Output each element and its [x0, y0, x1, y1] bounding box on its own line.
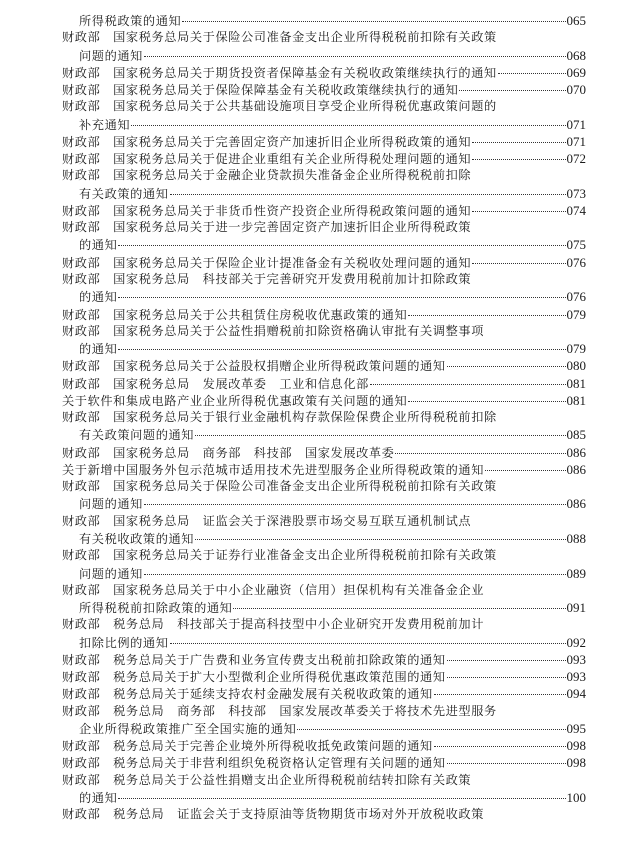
dot-leader	[118, 349, 565, 350]
dot-leader	[472, 263, 565, 264]
toc-entry-line	[62, 98, 586, 115]
toc-entry-line	[62, 306, 586, 323]
dot-leader	[195, 435, 565, 436]
dot-leader	[447, 763, 566, 764]
toc-entry-title: 财政部 国家税务总局关于完善固定资产加速折旧企业所得税政策的通知	[62, 134, 472, 149]
toc-entry-title: 财政部 税务总局关于公益性捐赠支出企业所得税税前结转扣除有关政策	[62, 772, 472, 787]
toc-entry-line	[62, 547, 586, 564]
toc-entry-title: 财政部 国家税务总局关于公益股权捐赠企业所得税政策问题的通知	[62, 359, 446, 374]
toc-entry-title: 财政部 国家税务总局 发展改革委 工业和信息化部	[62, 376, 369, 391]
toc-entry-line	[62, 668, 586, 685]
toc-entry-line	[62, 185, 586, 202]
toc-entry-line	[62, 720, 586, 737]
toc-entry-title: 财政部 国家税务总局 证监会关于深港股票市场交易互联互通机制试点	[62, 513, 472, 528]
toc-entry-line	[62, 357, 586, 374]
toc-page-number: 068	[566, 47, 586, 63]
toc-entry-line	[62, 12, 586, 29]
toc-page-number: 081	[566, 392, 586, 408]
toc-entry-line	[62, 64, 586, 81]
toc-entry-title: 有关税收政策的通知	[79, 531, 195, 546]
toc-entry-title: 有关政策问题的通知	[79, 428, 195, 443]
toc-entry-title: 关于新增中国服务外包示范城市适用技术先进型服务企业所得税政策的通知	[62, 462, 484, 477]
dot-leader	[144, 574, 566, 575]
toc-page-number: 086	[566, 461, 586, 477]
toc-entry-title: 财政部 税务总局 科技部关于提高科技型中小企业研究开发费用税前加计	[62, 617, 484, 632]
toc-entry-line	[62, 634, 586, 651]
toc-entry-line	[62, 81, 586, 98]
toc-entry-line	[62, 703, 586, 720]
toc-page-number: 092	[566, 634, 586, 650]
toc-page-number: 071	[566, 116, 586, 132]
toc-entry-line	[62, 737, 586, 754]
toc-entry-line	[62, 340, 586, 357]
toc-entry-title: 财政部 国家税务总局关于证券行业准备金支出企业所得税税前扣除有关政策	[62, 548, 497, 563]
toc-entry-title: 财政部 国家税务总局关于非货币性资产投资企业所得税政策问题的通知	[62, 203, 472, 218]
toc-entry-title: 财政部 税务总局关于延续支持农村金融发展有关税收政策的通知	[62, 687, 433, 702]
toc-entry-title: 补充通知	[79, 117, 131, 132]
toc-entry-line	[62, 495, 586, 512]
toc-entry-line	[62, 426, 586, 443]
toc-page-number: 086	[566, 496, 586, 512]
toc-entry-title: 财政部 国家税务总局 科技部关于完善研究开发费用税前加计扣除政策	[62, 271, 472, 286]
toc-entry-line	[62, 806, 586, 823]
dot-leader	[395, 453, 565, 454]
toc-entry-line	[62, 167, 586, 184]
dot-leader	[131, 125, 565, 126]
toc-page-number: 079	[566, 306, 586, 322]
dot-leader	[472, 142, 565, 143]
toc-page-number: 098	[566, 738, 586, 754]
toc-entry-line	[62, 651, 586, 668]
toc-entry-title: 有关政策的通知	[79, 186, 169, 201]
dot-leader	[434, 694, 566, 695]
toc-entry-title: 企业所得税政策推广至全国实施的通知	[79, 721, 297, 736]
toc-entry-title: 财政部 国家税务总局 商务部 科技部 国家发展改革委	[62, 445, 395, 460]
toc-page-number: 100	[566, 789, 586, 805]
toc-entry-title: 财政部 国家税务总局关于期货投资者保障基金有关税收政策继续执行的通知	[62, 65, 497, 80]
toc-page-number: 076	[566, 254, 586, 270]
dot-leader	[408, 315, 565, 316]
toc-entry-line	[62, 616, 586, 633]
dot-leader	[370, 384, 566, 385]
toc-entry-title: 财政部 国家税务总局关于金融企业贷款损失准备金企业所得税税前扣除	[62, 168, 472, 183]
toc-page-number: 080	[566, 358, 586, 374]
toc-entry-title: 的通知	[79, 290, 118, 305]
toc-page-number: 085	[566, 427, 586, 443]
toc-entry-title: 财政部 税务总局 商务部 科技部 国家发展改革委关于将技术先进型服务	[62, 703, 497, 718]
toc-page-number: 081	[566, 375, 586, 391]
toc-page-number: 071	[566, 133, 586, 149]
toc-entry-title: 财政部 国家税务总局关于保险公司准备金支出企业所得税税前扣除有关政策	[62, 30, 497, 45]
toc-entry-line	[62, 685, 586, 702]
dot-leader	[118, 798, 565, 799]
toc-page-number: 093	[566, 669, 586, 685]
dot-leader	[233, 608, 565, 609]
dot-leader	[447, 660, 566, 661]
toc-entry-line	[62, 789, 586, 806]
toc-entry-title: 财政部 税务总局关于完善企业境外所得税收抵免政策问题的通知	[62, 739, 433, 754]
toc-page-number: 095	[566, 720, 586, 736]
toc-entry-title: 财政部 国家税务总局关于保险企业计提准备金有关税收处理问题的通知	[62, 255, 472, 270]
toc-entry-line	[62, 565, 586, 582]
toc-entry-line	[62, 133, 586, 150]
toc-entry-line	[62, 409, 586, 426]
toc-page-number: 069	[566, 64, 586, 80]
toc-page-number: 075	[566, 237, 586, 253]
toc-page-number: 089	[566, 565, 586, 581]
table-of-contents	[62, 12, 586, 823]
toc-entry-title: 的通知	[79, 238, 118, 253]
toc-page-number: 070	[566, 82, 586, 98]
toc-entry-title: 关于软件和集成电路产业企业所得税优惠政策有关问题的通知	[62, 393, 408, 408]
toc-entry-title: 所得税税前扣除政策的通知	[79, 601, 233, 616]
toc-page-number: 088	[566, 530, 586, 546]
toc-entry-title: 财政部 税务总局关于广告费和业务宣传费支出税前扣除政策的通知	[62, 652, 446, 667]
toc-entry-title: 问题的通知	[79, 48, 143, 63]
toc-entry-title: 的通知	[79, 342, 118, 357]
toc-entry-title: 财政部 税务总局关于非营利组织免税资格认定管理有关问题的通知	[62, 756, 446, 771]
toc-entry-line	[62, 271, 586, 288]
toc-entry-title: 财政部 税务总局关于扩大小型微利企业所得税优惠政策范围的通知	[62, 670, 446, 685]
toc-page-number: 086	[566, 444, 586, 460]
toc-entry-line	[62, 599, 586, 616]
toc-entry-line	[62, 582, 586, 599]
toc-entry-line	[62, 392, 586, 409]
toc-entry-line	[62, 236, 586, 253]
dot-leader	[118, 245, 565, 246]
dot-leader	[485, 470, 566, 471]
toc-entry-line	[62, 323, 586, 340]
toc-entry-title: 问题的通知	[79, 566, 143, 581]
dot-leader	[170, 643, 566, 644]
dot-leader	[118, 297, 565, 298]
toc-entry-title: 所得税政策的通知	[79, 14, 182, 28]
toc-entry-title: 问题的通知	[79, 497, 143, 512]
toc-entry-title: 财政部 国家税务总局关于中小企业融资（信用）担保机构有关准备金企业	[62, 582, 484, 597]
toc-entry-title: 财政部 国家税务总局关于保险保障基金有关税收政策继续执行的通知	[62, 83, 459, 98]
toc-page-number: 098	[566, 755, 586, 771]
toc-page-number: 072	[566, 151, 586, 167]
toc-entry-title: 财政部 国家税务总局关于公共租赁住房税收优惠政策的通知	[62, 307, 408, 322]
toc-entry-title: 财政部 国家税务总局关于银行业金融机构存款保险保费企业所得税税前扣除	[62, 410, 497, 425]
toc-entry-line	[62, 116, 586, 133]
toc-page-number: 093	[566, 651, 586, 667]
toc-entry-title: 财政部 税务总局 证监会关于支持原油等货物期货市场对外开放税收政策	[62, 807, 484, 822]
dot-leader	[472, 159, 565, 160]
toc-page-number: 079	[566, 341, 586, 357]
toc-entry-line	[62, 29, 586, 46]
toc-entry-line	[62, 513, 586, 530]
toc-entry-line	[62, 444, 586, 461]
toc-entry-line	[62, 754, 586, 771]
toc-entry-title: 财政部 国家税务总局关于促进企业重组有关企业所得税处理问题的通知	[62, 152, 472, 167]
toc-entry-line	[62, 47, 586, 64]
toc-entry-title: 财政部 国家税务总局关于保险公司准备金支出企业所得税税前扣除有关政策	[62, 479, 497, 494]
dot-leader	[170, 194, 566, 195]
dot-leader	[472, 211, 565, 212]
dot-leader	[434, 746, 566, 747]
toc-entry-title: 财政部 国家税务总局关于公益性捐赠税前扣除资格确认审批有关调整事项	[62, 323, 484, 338]
toc-page-number: 073	[566, 185, 586, 201]
toc-entry-title: 财政部 国家税务总局关于公共基础设施项目享受企业所得税优惠政策问题的	[62, 99, 497, 114]
dot-leader	[408, 401, 565, 402]
toc-entry-line	[62, 219, 586, 236]
dot-leader	[182, 21, 565, 22]
toc-page-number: 091	[566, 600, 586, 616]
toc-entry-title: 财政部 国家税务总局关于进一步完善固定资产加速折旧企业所得税政策	[62, 220, 472, 235]
toc-entry-line	[62, 202, 586, 219]
toc-entry-title: 的通知	[79, 790, 118, 805]
dot-leader	[447, 366, 566, 367]
toc-entry-line	[62, 288, 586, 305]
dot-leader	[195, 539, 565, 540]
toc-entry-line	[62, 478, 586, 495]
dot-leader	[144, 504, 566, 505]
dot-leader	[297, 729, 565, 730]
toc-entry-line	[62, 254, 586, 271]
toc-entry-line	[62, 150, 586, 167]
toc-page-number: 074	[566, 202, 586, 218]
dot-leader	[459, 90, 565, 91]
toc-page-number: 076	[566, 289, 586, 305]
toc-entry-line	[62, 530, 586, 547]
toc-entry-line	[62, 375, 586, 392]
toc-entry-line	[62, 772, 586, 789]
toc-page-number: 094	[566, 686, 586, 702]
dot-leader	[447, 677, 566, 678]
dot-leader	[498, 73, 566, 74]
toc-entry-title: 扣除比例的通知	[79, 635, 169, 650]
toc-page-number: 065	[566, 13, 586, 28]
toc-entry-line	[62, 461, 586, 478]
dot-leader	[144, 56, 566, 57]
